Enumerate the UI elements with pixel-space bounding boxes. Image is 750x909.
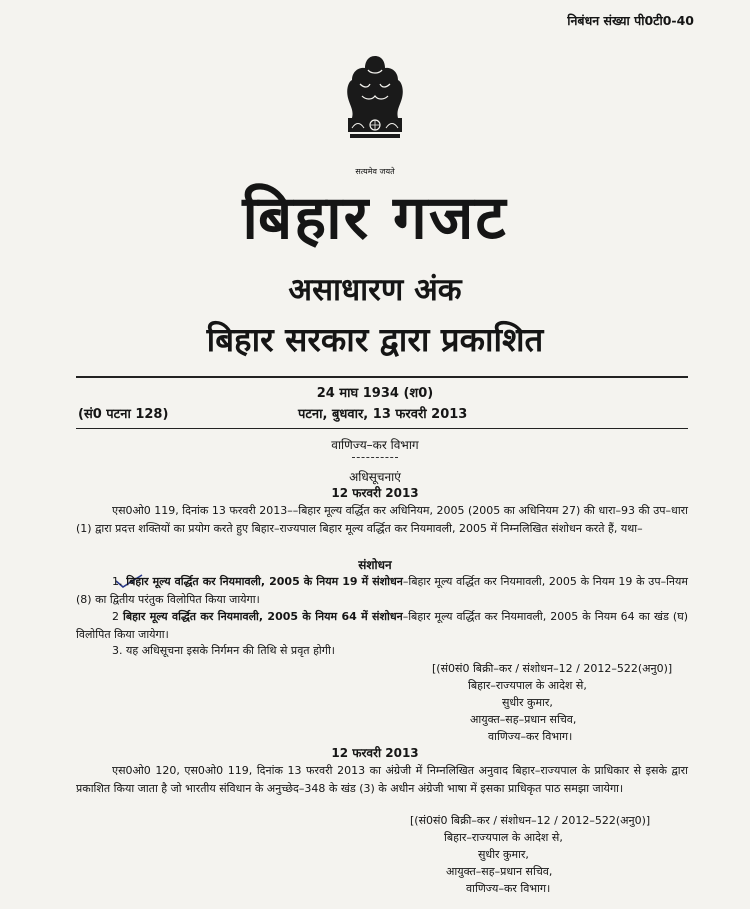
signature2-ref: [(सं0सं0 बिक्री–कर / संशोधन–12 / 2012–522(अनु0)]	[410, 814, 651, 827]
gazette-publisher: बिहार सरकार द्वारा प्रकाशित	[206, 320, 544, 359]
masthead-divider	[76, 376, 688, 378]
registration-number: निबंधन संख्या पी0टी0-40	[567, 13, 694, 28]
issue-place-date: पटना, बुधवार, 13 फरवरी 2013	[298, 407, 468, 422]
item-text: –बिहार मूल्य वर्द्धित कर नियमावली, 2005 के नियम 19 के उप–नियम (8) का द्वितीय परंतुक विलोपित किया जायेगा।	[76, 575, 688, 606]
issue-number: (सं0 पटना 128)	[78, 407, 169, 422]
amendment-item-2	[76, 608, 688, 643]
signature1-order: बिहार–राज्यपाल के आदेश से,	[468, 679, 587, 692]
notification1-body: एस0ओ0 119, दिनांक 13 फरवरी 2013––बिहार मूल्य वर्द्धित कर अधिनियम, 2005 (2005 का अधिनियम 27) की धारा–93 की उप–धारा (1) द्वारा प्रदत्त शक्तियों का प्रयोग करते हुए बिहार–राज्यपाल बिहार मूल्य वर्द्धित कर नियमावली, 2005 में निम्नलिखित संशोधन करते हैं, यथा–	[76, 504, 689, 535]
item-text: यह अधिसूचना इसके निर्गमन की तिथि से प्रवृत होगी।	[126, 644, 335, 657]
item-title: बिहार मूल्य वर्द्धित कर नियमावली, 2005 के नियम 19 में संशोधन	[126, 575, 403, 588]
signature1-dept: वाणिज्य–कर विभाग।	[488, 730, 573, 743]
item-number: 2	[112, 610, 119, 623]
item-number: 1.	[112, 575, 123, 588]
signature1-designation: आयुक्त–सह–प्रधान सचिव,	[470, 713, 577, 726]
item-number: 3.	[112, 644, 123, 657]
amendment-item-1	[76, 573, 688, 608]
amendment-heading: संशोधन	[358, 558, 392, 572]
amendment-item-3	[76, 642, 688, 660]
issue-divider	[76, 428, 688, 429]
gazette-subtitle: असाधारण अंक	[288, 272, 462, 308]
item-title: बिहार मूल्य वर्द्धित कर नियमावली, 2005 के नियम 64 में संशोधन	[123, 610, 403, 623]
signature2-name: सुधीर कुमार,	[478, 848, 529, 861]
saka-date: 24 माघ 1934 (श0)	[316, 386, 434, 401]
item-text: –बिहार मूल्य वर्द्धित कर नियमावली, 2005 के नियम 64 का खंड (घ) विलोपित किया जायेगा।	[76, 610, 688, 641]
motto: सत्यमेव जयते	[355, 167, 395, 176]
department-heading: वाणिज्य–कर विभाग	[331, 438, 419, 452]
short-divider	[352, 457, 398, 458]
signature1-name: सुधीर कुमार,	[502, 696, 553, 709]
notification2-date: 12 फरवरी 2013	[331, 746, 419, 760]
notifications-heading: अधिसूचनाएं	[349, 470, 401, 484]
signature2-order: बिहार–राज्यपाल के आदेश से,	[444, 831, 563, 844]
notification2-body: एस0ओ0 120, एस0ओ0 119, दिनांक 13 फरवरी 2013 का अंग्रेजी में निम्नलिखित अनुवाद बिहार–राज्यपाल के प्राधिकार से इसके द्वारा प्रकाशित किया जाता है जो भारतीय संविधान के अनुच्छेद–348 के खंड (3) के अधीन अंग्रेजी भाषा में इसका प्राधिकृत पाठ समझा जायेगा।	[76, 764, 688, 795]
signature1-ref: [(सं0सं0 बिक्री–कर / संशोधन–12 / 2012–522(अनु0)]	[432, 662, 673, 675]
signature2-designation: आयुक्त–सह–प्रधान सचिव,	[446, 865, 553, 878]
notification1-date: 12 फरवरी 2013	[331, 486, 419, 500]
gazette-title: बिहार गजट	[242, 183, 508, 253]
signature2-dept: वाणिज्य–कर विभाग।	[466, 882, 551, 895]
ashoka-emblem-icon	[338, 52, 412, 180]
